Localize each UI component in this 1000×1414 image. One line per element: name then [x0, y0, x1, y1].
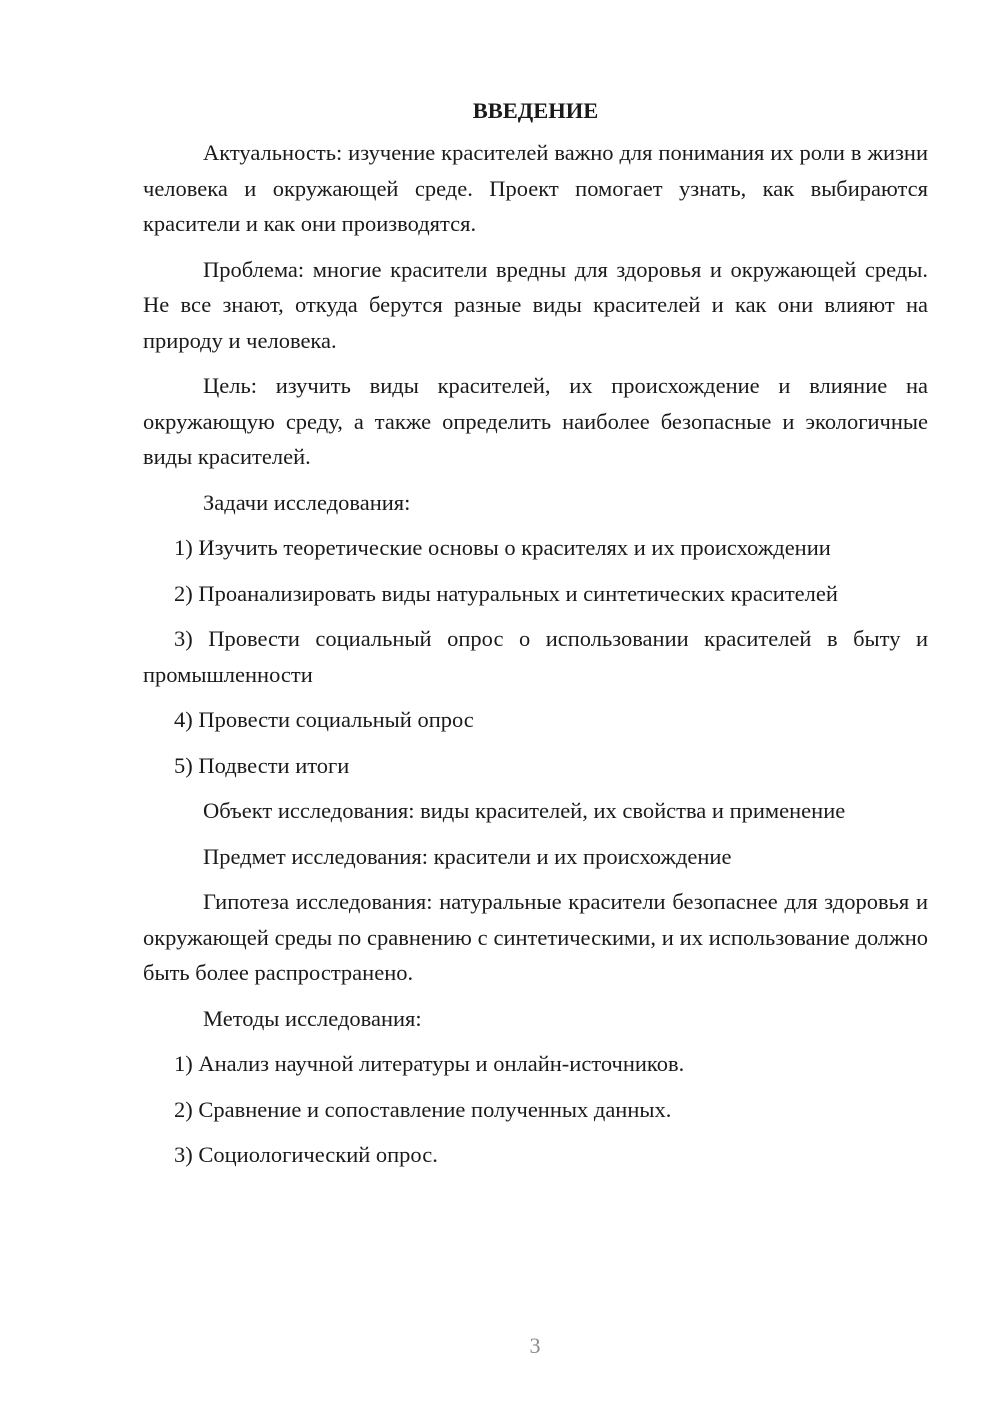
problem-paragraph: Проблема: многие красители вредны для здоровья и окружающей среды. Не все знают, откуда берутся разные виды красителей и как они влияют на природу и человека.: [143, 256, 928, 353]
page-content: [143, 93, 928, 1183]
method-item-3: 3) Социологический опрос.: [174, 1142, 438, 1167]
page-number: 3: [529, 1333, 541, 1358]
task-item-5: 5) Подвести итоги: [174, 752, 350, 778]
section-title: ВВЕДЕНИЕ: [472, 98, 599, 123]
goal-paragraph: Цель: изучить виды красителей, их происхождение и влияние на окружающую среду, а также определить наиболее безопасные и экологичные виды красителей.: [143, 373, 928, 469]
relevance-paragraph: Актуальность: изучение красителей важно для понимания их роли в жизни человека и окружающей среде. Проект помогает узнать, как выбираются красители и как они производятся.: [143, 140, 928, 236]
task-item-3: 3) Провести социальный опрос о использовании красителей в быту и промышленности: [143, 626, 928, 687]
method-item-1: 1) Анализ научной литературы и онлайн-источников.: [174, 1051, 685, 1076]
subject-paragraph: Предмет исследования: красители и их происхождение: [203, 843, 732, 869]
task-item-1: 1) Изучить теоретические основы о красителях и их происхождении: [174, 535, 831, 560]
task-item-4: 4) Провести социальный опрос: [174, 707, 474, 732]
task-item-2: 2) Проанализировать виды натуральных и синтетических красителей: [174, 580, 838, 606]
method-item-2: 2) Сравнение и сопоставление полученных данных.: [174, 1096, 672, 1122]
tasks-heading: Задачи исследования:: [203, 489, 411, 515]
methods-heading: Методы исследования:: [203, 1005, 422, 1031]
object-paragraph: Объект исследования: виды красителей, их свойства и применение: [203, 798, 846, 823]
hypothesis-paragraph: Гипотеза исследования: натуральные красители безопаснее для здоровья и окружающей среды по сравнению с синтетическими, и их использование должно быть более распространено.: [143, 889, 928, 985]
